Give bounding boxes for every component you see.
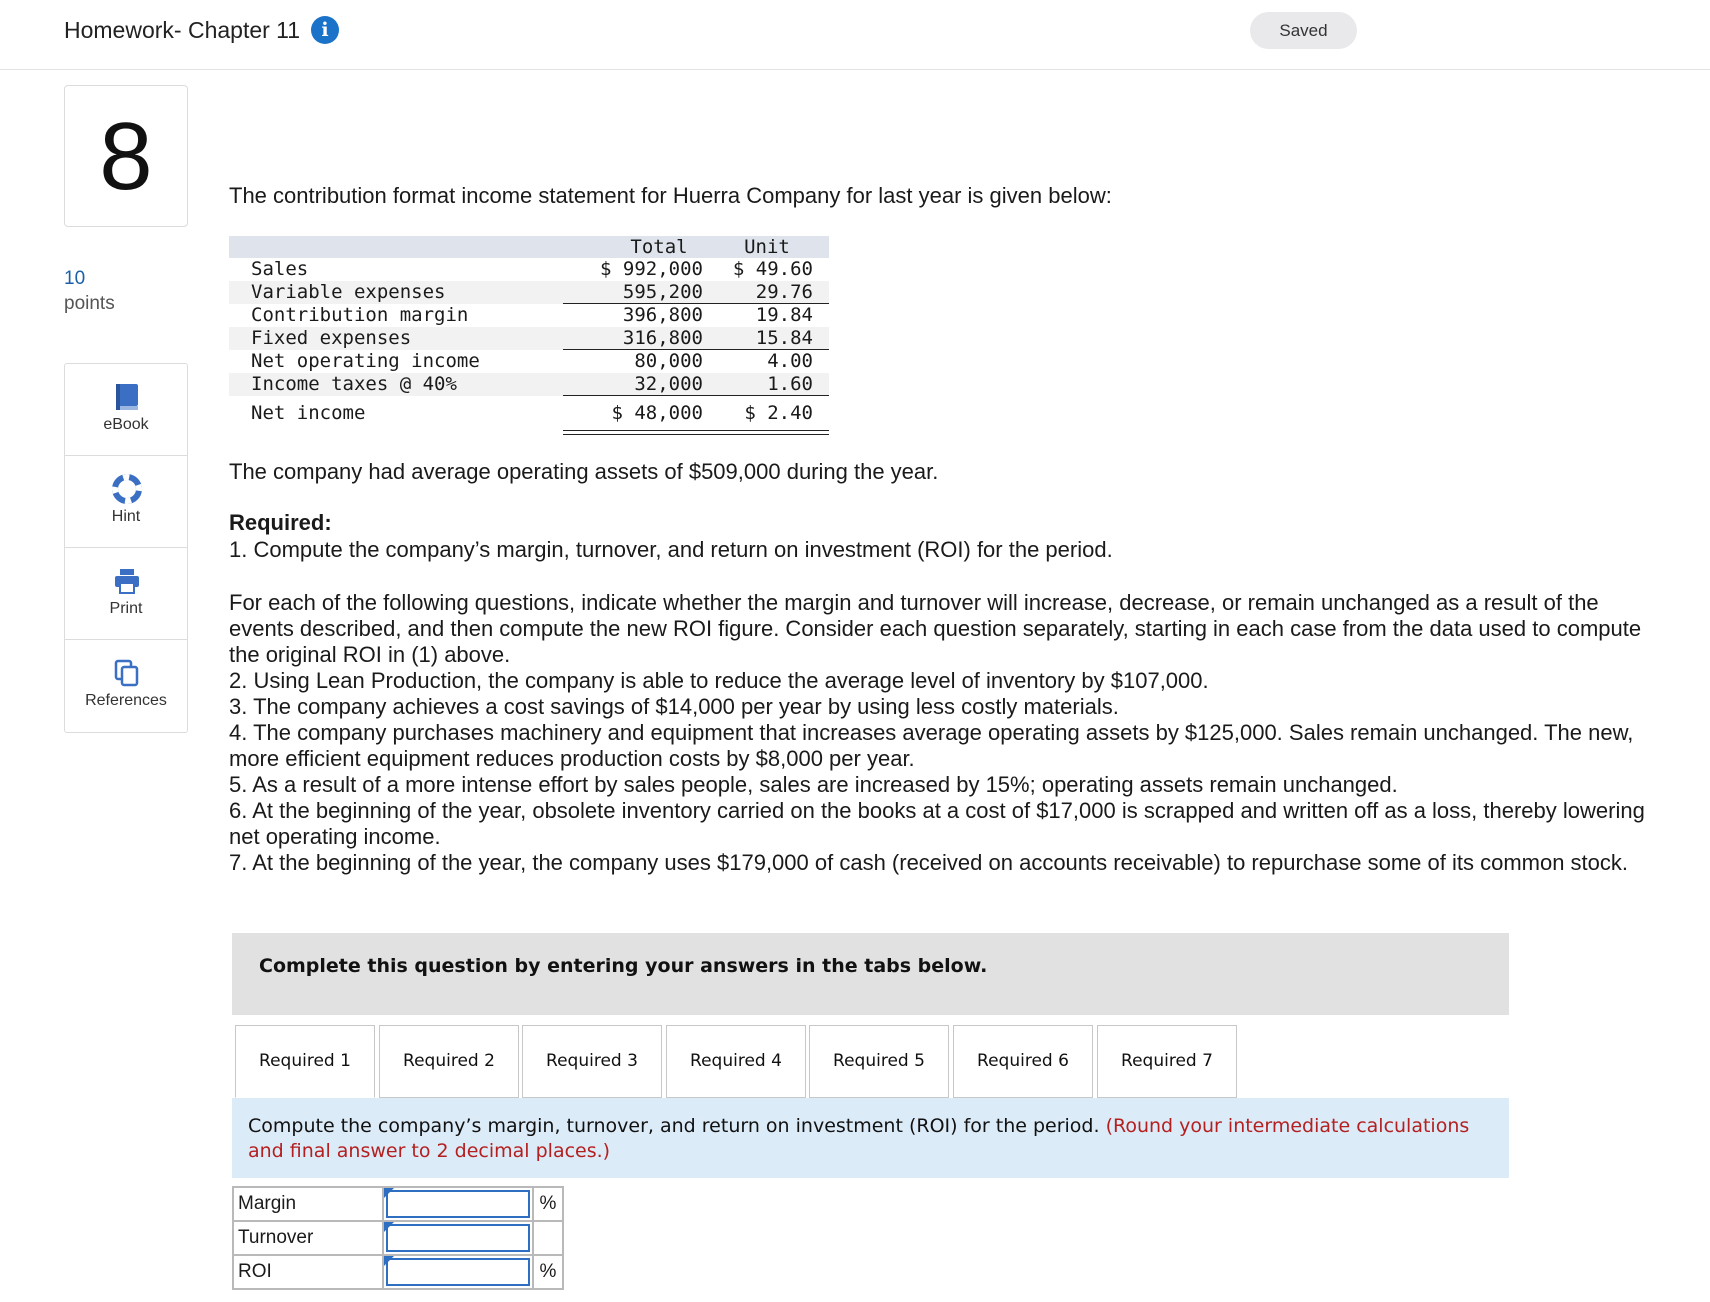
- row-unit: 19.84: [755, 304, 813, 326]
- tab-required-1[interactable]: Required 1: [235, 1025, 375, 1098]
- row-unit: 15.84: [755, 327, 813, 349]
- table-row: [229, 327, 829, 350]
- lifebuoy-icon: [112, 474, 142, 504]
- row-total: 80,000: [634, 350, 703, 372]
- row-total: $ 992,000: [600, 258, 703, 280]
- question-number: 8: [64, 85, 188, 227]
- table-row: [229, 350, 829, 373]
- header-unit: Unit: [744, 236, 790, 258]
- scenario-intro: For each of the following questions, indicate whether the margin and turnover will increase, decrease, or remain unchanged as a result of the events described, and then compute the new ROI figure. Consider each question separately, starting in each case from the data used to compute the original ROI in (1) above.: [229, 590, 1642, 667]
- row-unit: 29.76: [755, 281, 813, 303]
- turnover-label: Turnover: [233, 1221, 383, 1255]
- roi-input[interactable]: [383, 1255, 533, 1289]
- scenario-item: 6. At the beginning of the year, obsolete inventory carried on the books at a cost of $17,000 is scrapped and written off as a loss, thereby lowering net operating income.: [229, 798, 1645, 849]
- table-row: [229, 304, 829, 327]
- row-unit: 1.60: [767, 373, 813, 395]
- references-button[interactable]: [65, 640, 187, 732]
- tab-required-2[interactable]: Required 2: [379, 1025, 519, 1098]
- saved-status-badge: Saved: [1250, 12, 1357, 49]
- hint-button[interactable]: [65, 456, 187, 548]
- required-1-text: 1. Compute the company’s margin, turnover, and return on investment (ROI) for the period.: [229, 537, 1113, 562]
- header-total: Total: [630, 236, 688, 258]
- row-label: Contribution margin: [251, 304, 469, 326]
- double-rule-top: [563, 430, 829, 431]
- row-total: 396,800: [622, 304, 703, 326]
- required-heading: Required:: [229, 510, 332, 535]
- scenario-item: 5. As a result of a more intense effort by sales people, sales are increased by 15%; operating assets remain unchanged.: [229, 772, 1398, 797]
- table-row: [229, 258, 829, 281]
- row-unit: 4.00: [767, 350, 813, 372]
- top-bar: [0, 0, 1710, 70]
- row-label: Variable expenses: [251, 281, 446, 303]
- assets-text: The company had average operating assets of $509,000 during the year.: [229, 459, 939, 484]
- copy-icon: [112, 658, 142, 688]
- print-label: Print: [109, 600, 143, 617]
- scenario-item: 7. At the beginning of the year, the company uses $179,000 of cash (received on accounts receivable) to repurchase some of its common stock.: [229, 850, 1629, 875]
- row-total: 595,200: [622, 281, 703, 303]
- tab-required-5[interactable]: Required 5: [809, 1025, 949, 1098]
- rounding-note: (Round your intermediate calculations and final answer to 2 decimal places.): [248, 1115, 1470, 1162]
- book-icon: [112, 382, 142, 412]
- print-button[interactable]: [65, 548, 187, 640]
- table-row: [229, 402, 829, 425]
- roi-unit: %: [533, 1255, 563, 1289]
- table-row: [229, 373, 829, 396]
- margin-label: Margin: [233, 1187, 383, 1221]
- tab-required-3[interactable]: Required 3: [522, 1025, 662, 1098]
- ebook-button[interactable]: [65, 364, 187, 456]
- hint-label: Hint: [111, 508, 141, 525]
- margin-input[interactable]: [383, 1187, 533, 1221]
- question-prompt: [232, 1098, 1509, 1178]
- margin-unit: %: [533, 1187, 563, 1221]
- answer-table: [232, 1186, 564, 1290]
- references-label: References: [85, 692, 167, 709]
- row-label: Net operating income: [251, 350, 480, 372]
- prompt-text: Compute the company’s margin, turnover, and return on investment (ROI) for the period.: [248, 1115, 1100, 1137]
- row-label: Fixed expenses: [251, 327, 412, 349]
- row-total: 32,000: [634, 373, 703, 395]
- table-row: [229, 281, 829, 304]
- tools-panel: [64, 363, 188, 733]
- scenario-list: [229, 590, 1649, 876]
- row-total: 316,800: [622, 327, 703, 349]
- subtotal-rule: [563, 349, 829, 350]
- scenario-item: 4. The company purchases machinery and equipment that increases average operating assets by $125,000. Sales remain unchanged. The new, more efficient equipment reduces production costs by $8,000 per year.: [229, 720, 1634, 771]
- row-unit: $ 2.40: [744, 402, 813, 424]
- instruction-banner: [232, 933, 1509, 1015]
- assignment-title: Homework- Chapter 11: [64, 17, 301, 43]
- row-label: Income taxes @ 40%: [251, 373, 457, 395]
- instruction-text: Complete this question by entering your answers in the tabs below.: [259, 955, 988, 977]
- income-statement-header: [229, 236, 829, 258]
- subtotal-rule: [563, 303, 829, 304]
- info-icon[interactable]: i: [311, 16, 339, 44]
- answer-row-roi: [233, 1255, 563, 1289]
- points-label: points: [64, 293, 115, 314]
- answer-row-turnover: [233, 1221, 563, 1255]
- row-label: Sales: [251, 258, 309, 280]
- turnover-input[interactable]: [383, 1221, 533, 1255]
- tab-required-7[interactable]: Required 7: [1097, 1025, 1237, 1098]
- tab-required-4[interactable]: Required 4: [666, 1025, 806, 1098]
- intro-text: The contribution format income statement for Huerra Company for last year is given below:: [229, 183, 1112, 208]
- answer-row-margin: [233, 1187, 563, 1221]
- scenario-item: 2. Using Lean Production, the company is able to reduce the average level of inventory by $107,000.: [229, 668, 1209, 693]
- turnover-unit: [533, 1221, 563, 1255]
- row-unit: $ 49.60: [732, 258, 813, 280]
- row-total: $ 48,000: [611, 402, 703, 424]
- printer-icon: [112, 566, 142, 596]
- row-label: Net income: [251, 402, 366, 424]
- points-value: 10: [64, 268, 86, 289]
- subtotal-rule: [563, 395, 829, 396]
- scenario-item: 3. The company achieves a cost savings of $14,000 per year by using less costly materials.: [229, 694, 1119, 719]
- tab-required-6[interactable]: Required 6: [953, 1025, 1093, 1098]
- roi-label: ROI: [233, 1255, 383, 1289]
- double-rule-bottom: [563, 434, 829, 435]
- ebook-label: eBook: [103, 416, 149, 433]
